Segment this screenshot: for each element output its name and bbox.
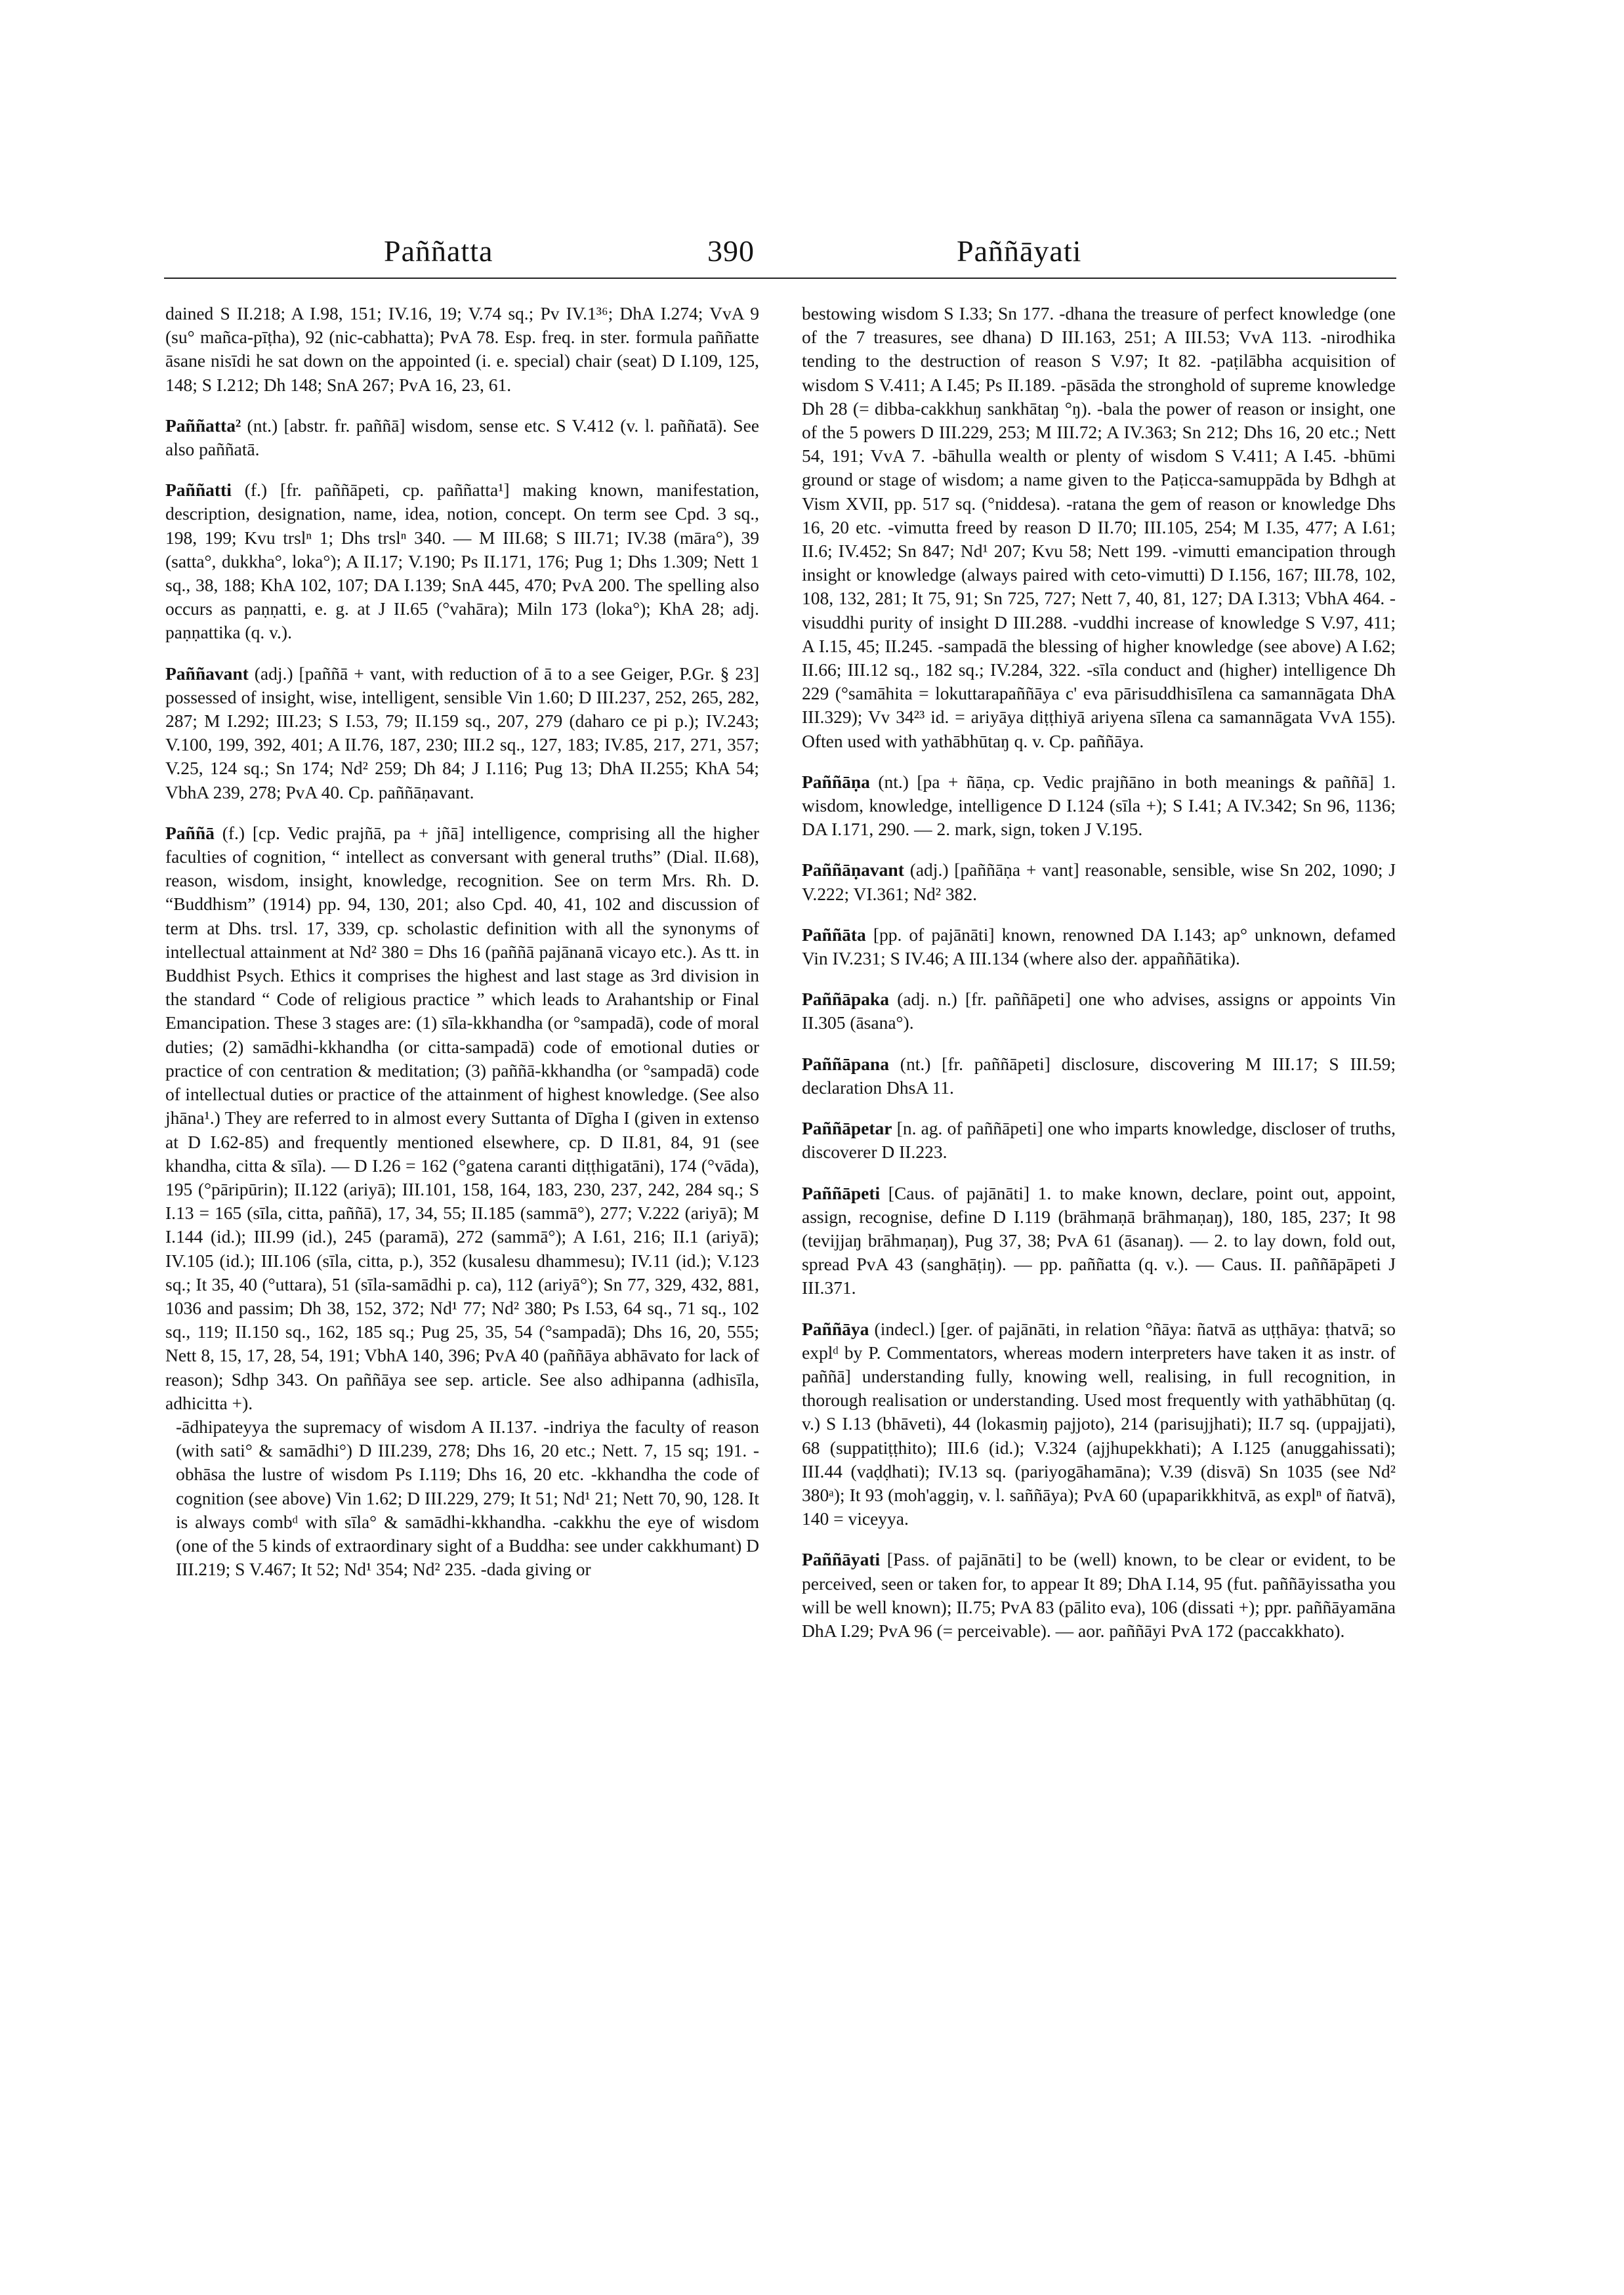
dictionary-entry [165, 662, 759, 804]
entry-headword: Paññāpana [802, 1053, 889, 1074]
entry-headword: Paññāyati [802, 1549, 881, 1570]
entry-body: (nt.) [abstr. fr. paññā] wisdom, sense etc. S V.412 (v. l. paññatā). See also paññatā. [165, 415, 760, 460]
running-head-right: Paññāyati [957, 234, 1082, 268]
entry-body: (indecl.) [ger. of pajānāti, in relation °ñāya: ñatvā as uṭṭhāya: ṭhatvā; so explᵈ by P. Commentators, whereas modern interpreters have taken it as instr. of paññā] understanding fully, knowing well, realising, in full recognition, in thorough realisation or understanding. Used most frequently with yathābhūtaŋ (q. v.) S I.13 (bhāveti), 44 (lokasmiŋ pajjoto), 214 (parisujjhati); II.7 sq. (uppajjati), 68 (suppatiṭṭhito); III.6 (id.); V.324 (ajjhupekkhati); A I.125 (anuggahissati); III.44 (vaḍḍhati); IV.13 sq. (pariyogāhamāna); V.39 (disvā) Sn 1035 (see Nd² 380ᵃ); It 93 (moh'aggiŋ, v. l. saññāya); PvA 60 (upaparikkhitvā, as explⁿ of ñatvā), 140 = viceyya. [802, 1318, 1396, 1529]
page-header [0, 0, 1624, 289]
entry-headword: Paññatti [165, 480, 232, 501]
entry-headword: Paññāya [802, 1318, 869, 1339]
entry-body: [Caus. of pajānāti] 1. to make known, declare, point out, appoint, assign, recognise, define D I.119 (brāhmaṇā brāhmaṇaŋ), 180, 185, 237; It 98 (tevijjaŋ brāhmaṇaŋ), Pug 37, 38; PvA 61 (āsanaŋ). — 2. to lay down, fold out, spread PvA 43 (sanghāṭiŋ). — pp. paññatta (q. v.). — Caus. II. paññāpāpeti J III.371. [802, 1182, 1396, 1298]
entry-headword: Paññāta [802, 924, 866, 945]
entry-body: (nt.) [fr. paññāpeti] disclosure, discovering M III.17; S III.59; declaration DhsA 11. [802, 1053, 1396, 1098]
dictionary-entry [802, 1117, 1396, 1164]
entry-body: [n. ag. of paññāpeti] one who imparts knowledge, discloser of truths, discoverer D II.223. [802, 1118, 1396, 1163]
dictionary-entry [165, 478, 759, 644]
dictionary-entry [802, 1182, 1396, 1300]
dictionary-entry [802, 858, 1396, 905]
dictionary-entry [165, 302, 759, 397]
page-number: 390 [707, 234, 755, 268]
left-column [165, 302, 759, 1598]
entry-body: [Pass. of pajānāti] to be (well) known, to be clear or evident, to be perceived, seen or taken for, to appear It 89; DhA I.14, 95 (fut. paññāyissatha you will be well known); II.75; PvA 83 (pālito eva), 106 (dissati +); ppr. paññāyamāna DhA I.29; PvA 96 (= perceivable). — aor. paññāyi PvA 172 (paccakkhato). [802, 1549, 1396, 1641]
dictionary-entry [802, 1052, 1396, 1100]
dictionary-entry [802, 1548, 1396, 1643]
entry-body: (nt.) [pa + ñāṇa, cp. Vedic prajñāno in both meanings & paññā] 1. wisdom, knowledge, intelligence D I.124 (sīla +); S I.41; A IV.342; Sn 96, 1136; DA I.171, 290. — 2. mark, sign, token J V.195. [802, 771, 1396, 840]
dictionary-entry [165, 414, 759, 461]
entry-body: dained S II.218; A I.98, 151; IV.16, 19; V.74 sq.; Pv IV.1³⁶; DhA I.274; VvA 9 (su° mañca-pīṭha), 92 (nic-cabhatta); PvA 78. Esp. freq. in ster. formula paññatte āsane nisīdi he sat down on the appointed (i. e. special) chair (seat) D I.109, 125, 148; S I.212; Dh 148; SnA 267; PvA 16, 23, 61. [165, 303, 759, 395]
dictionary-entry-compounds [165, 1415, 759, 1581]
entry-headword: Paññāpaka [802, 989, 889, 1010]
entry-body: (adj. n.) [fr. paññāpeti] one who advises, assigns or appoints Vin II.305 (āsana°). [802, 989, 1396, 1033]
dictionary-entry-continued [802, 302, 1396, 753]
entry-headword: Paññāṇavant [802, 859, 904, 880]
entry-body: (f.) [fr. paññāpeti, cp. paññatta¹] making known, manifestation, description, designation, name, idea, notion, concept. On term see Cpd. 3 sq., 198, 199; Kvu trslⁿ 1; Dhs trslⁿ 340. — M III.68; S III.71; IV.38 (māra°), 39 (satta°, dukkha°, loka°); A II.17; V.190; Ps II.171, 176; Pug 1; Dhs 1.309; Nett 1 sq., 38, 188; KhA 102, 107; DA I.139; SnA 445, 470; PvA 200. The spelling also occurs as paṇṇatti, e. g. at J II.65 (°vahāra); Miln 173 (loka°); KhA 28; adj. paṇṇattika (q. v.). [165, 480, 760, 643]
entry-body: [pp. of pajānāti] known, renowned DA I.143; ap° unknown, defamed Vin IV.231; S IV.46; A III.134 (where also der. appaññātika). [802, 924, 1396, 969]
dictionary-entry [802, 1317, 1396, 1531]
entry-headword: Paññāpetar [802, 1118, 892, 1139]
header-rule [164, 278, 1396, 279]
entry-headword: Paññāpeti [802, 1182, 881, 1203]
entry-headword: Paññavant [165, 663, 249, 684]
entry-headword: Paññatta² [165, 415, 241, 436]
entry-body: bestowing wisdom S I.33; Sn 177. -dhana the treasure of perfect knowledge (one of the 7 treasures, see dhana) D III.163, 251; A III.53; VvA 113. -nirodhika tending to the destruction of reason S V.97; It 82. -paṭilābha acquisition of wisdom S V.411; A I.45; Ps II.189. -pāsāda the stronghold of supreme knowledge Dh 28 (= dibba-cakkhuŋ sankhātaŋ °ŋ). -bala the power of reason or insight, one of the 5 powers D III.229, 253; M III.72; A IV.363; Sn 212; Dhs 16, 20 etc.; Nett 54, 191; VvA 7. -bāhulla wealth or plenty of wisdom S V.411; A I.45. -bhūmi ground or stage of wisdom; a name given to the Paṭicca-samuppāda by Bdhgh at Vism XVII, pp. 517 sq. (°niddesa). -ratana the gem of reason or knowledge Dhs 16, 20 etc. -vimutta freed by reason D II.70; III.105, 254; M I.35, 477; A I.61; II.6; IV.452; Sn 847; Nd¹ 207; Kvu 58; Nett 199. -vimutti emancipation through insight or knowledge (always paired with ceto-vimutti) D I.156, 167; III.78, 102, 108, 132, 281; It 75, 91; Sn 725, 727; Nett 7, 40, 81, 127; DA I.313; VbhA 464. -visuddhi purity of insight D III.288. -vuddhi increase of knowledge S V.97, 411; A I.15, 45; II.245. -sampadā the blessing of higher knowledge (see above) A I.62; II.66; III.12 sq., 182 sq.; IV.284, 322. -sīla conduct and (higher) intelligence Dh 229 (°samāhita = lokuttarapaññāya c' eva pārisuddhisīlena ca samannāgata DhA III.329); Vv 34²³ id. = ariyāya diṭṭhiyā ariyena sīlena ca samannāgata VvA 155). Often used with yathābhūtaŋ q. v. Cp. paññāya. [802, 303, 1396, 751]
entry-body: (adj.) [paññā + vant, with reduction of ā to a see Geiger, P.Gr. § 23] possessed of insight, wise, intelligent, sensible Vin 1.60; D III.237, 252, 265, 282, 287; M I.292; III.23; S I.53, 79; II.159 sq., 207, 279 (daharo ce pi p.); IV.243; V.100, 199, 392, 401; A II.76, 187, 230; III.2 sq., 127, 183; IV.85, 217, 271, 357; V.25, 124 sq.; Sn 174; Nd² 259; Dh 84; J I.116; Pug 13; DhA II.255; KhA 54; VbhA 239, 278; PvA 40. Cp. paññāṇavant. [165, 663, 759, 802]
dictionary-entry [165, 821, 759, 1415]
entry-body: (f.) [cp. Vedic prajñā, pa + jñā] intelligence, comprising all the higher faculties of cognition, “ intellect as conversant with general truths” (Dial. II.68), reason, wisdom, insight, knowledge, recognition. See on term Mrs. Rh. D. “Buddhism” (1914) pp. 94, 130, 201; also Cpd. 40, 41, 102 and discussion of term at Dhs. trsl. 17, 339, cp. scholastic definition with all the synonyms of intellectual attainment at Nd² 380 = Dhs 16 (paññā pajānanā vicayo etc.). As tt. in Buddhist Psych. Ethics it comprises the highest and last stage as 3rd division in the standard “ Code of religious practice ” which leads to Arahantship or Final Emancipation. These 3 stages are: (1) sīla-kkhandha (or °sampadā), code of moral duties; (2) samādhi-kkhandha (or citta-sampadā) code of emotional duties or practice of con centration & meditation; (3) paññā-kkhandha (or °sampadā) code of intellectual duties or practice of the attainment of highest knowledge. (See also jhāna¹.) They are referred to in almost every Suttanta of Dīgha I (given in extenso at D I.62-85) and frequently mentioned elsewhere, cp. D II.81, 84, 91 (see khandha, citta & sīla). — D I.26 = 162 (°gatena caranti diṭṭhigatāni), 174 (°vāda), 195 (°pāripūrin); II.122 (ariyā); III.101, 158, 164, 183, 230, 237, 242, 284 sq.; S I.13 = 165 (sīla, citta, paññā), 17, 34, 55; II.185 (sammā°), 277; V.222 (ariyā); M I.144 (id.); III.99 (id.), 245 (paramā), 272 (sammā°); A I.61, 216; II.1 (ariyā); IV.105 (id.); III.106 (sīla, citta, p.), 352 (kusalesu dhammesu); IV.11 (id.); V.123 sq.; It 35, 40 (°uttara), 51 (sīla-samādhi p. ca), 112 (ariyā°); Sn 77, 329, 432, 881, 1036 and passim; Dh 38, 152, 372; Nd¹ 77; Nd² 380; Ps I.53, 64 sq., 71 sq., 102 sq., 119; II.150 sq., 162, 185 sq.; Pug 25, 35, 54 (°sampadā); Dhs 16, 20, 555; Nett 8, 15, 17, 28, 54, 191; VbhA 140, 396; PvA 40 (paññāya abhāvato for lack of reason); Sdhp 343. On paññāya see sep. article. See also adhipanna (adhisīla, adhicitta +). [165, 822, 760, 1413]
entry-headword: Paññā [165, 822, 215, 843]
dictionary-entry [802, 770, 1396, 842]
dictionary-entry [802, 987, 1396, 1035]
entry-headword: Paññāṇa [802, 771, 870, 792]
entry-body: -ādhipateyya the supremacy of wisdom A II.137. -indriya the faculty of reason (with sati° & samādhi°) D III.239, 278; Dhs 16, 20 etc.; Nett. 7, 15 sq; 191. -obhāsa the lustre of wisdom Ps I.119; Dhs 16, 20 etc. -kkhandha the code of cognition (see above) Vin 1.62; D III.229, 279; It 51; Nd¹ 21; Nett 70, 90, 128. It is always combᵈ with sīla° & samādhi-kkhandha. -cakkhu the eye of wisdom (one of the 5 kinds of extraordinary sight of a Buddha: see under cakkhumant) D III.219; S V.467; It 52; Nd¹ 354; Nd² 235. -dada giving or [176, 1416, 760, 1580]
right-column [802, 302, 1396, 1660]
running-head-left: Paññatta [384, 234, 493, 268]
entry-body: (adj.) [paññāṇa + vant] reasonable, sensible, wise Sn 202, 1090; J V.222; VI.361; Nd² 382. [802, 859, 1396, 904]
dictionary-entry [802, 923, 1396, 970]
